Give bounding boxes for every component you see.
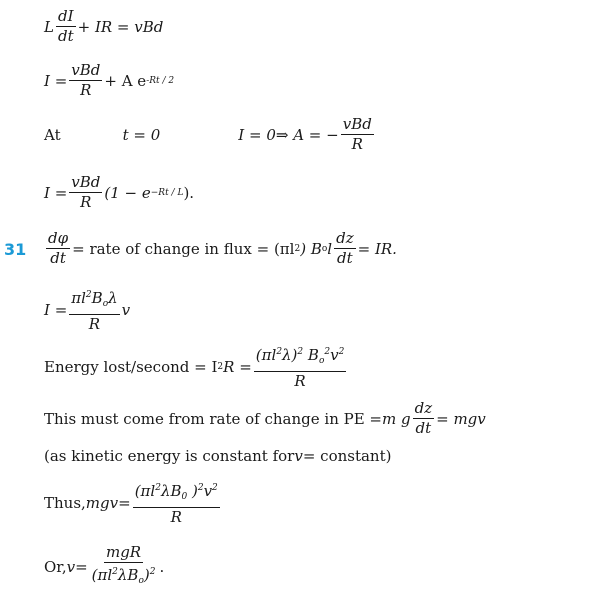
eq8-fraction — [413, 400, 435, 437]
eq10-num-f: 2 — [197, 483, 204, 493]
eq10-num-e: ) — [187, 482, 198, 500]
eq1-rest: + IR = vBd — [77, 17, 164, 36]
eq2-den: R — [80, 81, 92, 99]
eq1-L: L — [44, 17, 54, 36]
eq3-den: R — [351, 135, 363, 153]
question-number: 31 — [4, 240, 27, 259]
eq11-fraction — [90, 544, 158, 590]
eq10-mgv: mgv — [85, 494, 119, 512]
equation-1 — [44, 8, 163, 45]
eq5-num: dφ — [48, 229, 69, 247]
eq1-den: dt — [57, 27, 74, 45]
eq5-mid: ) B — [300, 239, 322, 258]
eq7-num-i: 2 — [338, 347, 345, 357]
eq11-den-f: 2 — [149, 567, 156, 577]
eq3-fraction — [341, 116, 374, 153]
eq11-den-a: (πl — [91, 566, 113, 584]
eq7-sq: 2 — [217, 362, 224, 372]
eq8-den: dt — [415, 419, 432, 437]
eq5-den: dt — [50, 249, 66, 267]
eq5-den2: dt — [337, 249, 353, 267]
eq9-v: v — [294, 447, 303, 465]
eq6-num-e: λ — [108, 289, 118, 307]
eq7-num-c: λ) — [282, 346, 298, 364]
equation-6 — [44, 287, 130, 333]
eq7-num — [254, 344, 347, 372]
eq6-den: R — [88, 315, 101, 333]
eq7-num-a: (πl — [255, 346, 277, 364]
eq10-num — [133, 480, 220, 508]
eq10-eq: = — [118, 494, 131, 512]
eq2-plus: + A e — [104, 71, 147, 90]
eq7-num-b: 2 — [276, 347, 283, 357]
eq11-eq: = — [75, 558, 88, 576]
equation-11 — [44, 544, 164, 590]
eq8-text: This must come from rate of change in PE = — [44, 409, 383, 428]
eq10-num-b: 2 — [155, 483, 161, 493]
eq7-num-f: o — [318, 356, 325, 366]
eq10-num-a: (πl — [134, 482, 156, 500]
eq6-num-c: B — [91, 289, 103, 307]
eq11-end: . — [159, 558, 165, 576]
eq6-fraction — [69, 287, 119, 333]
eq6-num-d: o — [102, 299, 109, 309]
eq3-cond: I = 0⇒ A = − — [238, 125, 339, 144]
eq5-num2: dz — [336, 229, 354, 247]
eq7-num-g: 2 — [324, 347, 331, 357]
eq5-sq: 2 — [294, 243, 301, 254]
eq6-num-b: 2 — [85, 290, 92, 300]
eq5-text: = rate of change in flux = (πl — [72, 239, 295, 258]
equation-3 — [44, 116, 376, 153]
eq2-lhs: I = — [44, 71, 68, 90]
eq9-end: = constant) — [302, 447, 392, 465]
equation-7 — [44, 344, 348, 390]
eq6-lhs: I = — [44, 301, 68, 319]
eq1-fraction — [56, 8, 76, 45]
eq9-text: (as kinetic energy is constant for — [44, 447, 295, 465]
eq4-num: vBd — [71, 173, 101, 191]
eq3-at: At — [44, 125, 61, 144]
eq10-fraction — [133, 480, 220, 526]
eq4-paren: (1 − e — [104, 183, 151, 202]
eq7-num-d: 2 — [297, 347, 304, 357]
eq5-sub: o — [321, 243, 328, 254]
eq7-num-e: B — [303, 346, 319, 364]
eq5-l: l — [327, 239, 333, 258]
eq6-num — [69, 287, 119, 315]
eq11-den — [90, 563, 158, 590]
eq2-num: vBd — [71, 61, 101, 79]
eq10-num-g: v — [203, 482, 213, 500]
eq6-num-a: πl — [71, 289, 86, 307]
eq10-num-d: 0 — [181, 492, 188, 502]
eq1-num: dI — [58, 7, 74, 25]
eq7-den: R — [294, 372, 306, 390]
eq10-num-c: λB — [160, 482, 182, 500]
eq10-num-h: 2 — [212, 483, 218, 493]
eq7-text: Energy lost/second = I — [44, 358, 218, 376]
eq4-close: ). — [183, 183, 195, 202]
eq10-text: Thus, — [44, 494, 86, 512]
eq11-num: mgR — [105, 543, 142, 561]
eq11-den-e: ) — [143, 566, 150, 584]
eq5-end: = IR. — [357, 239, 397, 258]
eq8-mg: m g — [382, 409, 411, 428]
equation-4 — [44, 174, 194, 211]
eq4-exp: −Rt / L — [150, 187, 184, 198]
eq5-fraction — [46, 230, 70, 267]
eq2-fraction — [69, 62, 102, 99]
eq5-fraction-2 — [334, 230, 356, 267]
eq4-fraction — [69, 174, 102, 211]
equation-9 — [44, 447, 391, 465]
eq7-fraction — [254, 344, 347, 390]
eq2-exp: -Rt / 2 — [146, 75, 175, 86]
eq10-den: R — [170, 508, 182, 526]
eq7-num-h: v — [330, 346, 339, 364]
equation-5 — [44, 230, 397, 267]
eq4-lhs: I = — [44, 183, 68, 202]
eq6-v: v — [121, 301, 131, 319]
equation-8 — [44, 400, 486, 437]
eq8-num: dz — [414, 399, 433, 417]
eq7-r: R = — [223, 358, 252, 376]
eq8-end: = mgv — [436, 409, 486, 428]
eq3-num: vBd — [342, 115, 372, 133]
equation-10 — [44, 480, 222, 526]
eq4-den: R — [80, 193, 92, 211]
eq3-t: t = 0 — [122, 125, 161, 144]
eq11-den-b: 2 — [112, 567, 118, 577]
eq11-text: Or, — [44, 558, 67, 576]
equation-2 — [44, 62, 174, 99]
eq11-v: v — [66, 558, 76, 576]
eq11-den-c: λB — [117, 566, 139, 584]
eq11-den-d: o — [138, 576, 144, 586]
